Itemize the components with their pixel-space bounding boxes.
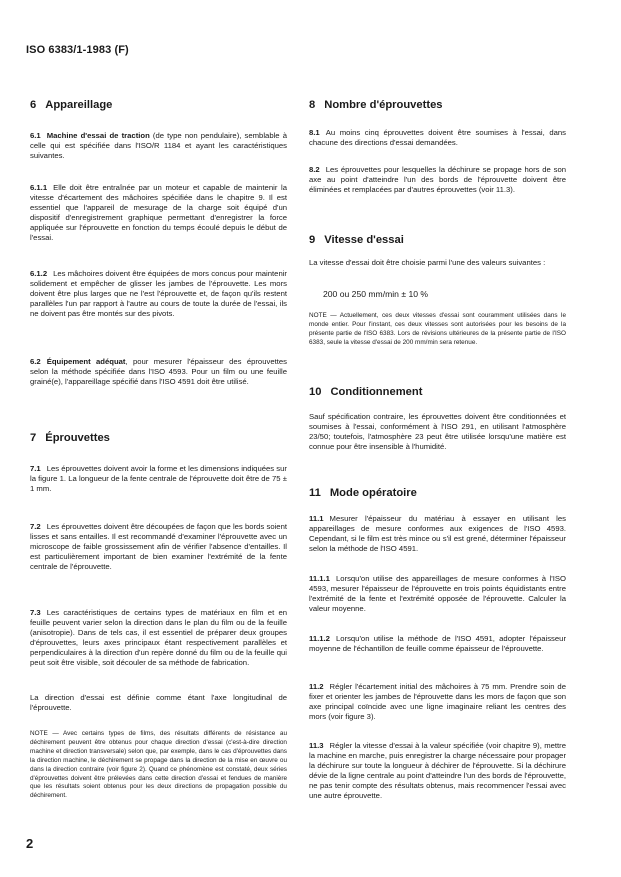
section-heading-7: 7 Éprouvettes (30, 432, 110, 444)
paragraph-7-3: 7.3 Les caractéristiques de certains types de matériaux en film et en feuille peuvent varier selon la direction dans le plan du film ou de la feuille (anisotropie). Dans de tels cas, il est essentiel de préparer deux groupes d'éprouvettes, leurs axes principaux étant respectivement parallèles et perpendiculaires à la direction d'un repère donné du film ou de la feuille qui peut soit être visible, soit découler de sa méthode de fabrication. (30, 608, 287, 667)
section-heading-9: 9 Vitesse d'essai (309, 234, 404, 246)
paragraph-9: La vitesse d'essai doit être choisie parmi l'une des valeurs suivantes : (309, 258, 546, 267)
paragraph-11-1: 11.1 Mesurer l'épaisseur du matériau à essayer en utilisant les appareillages de mesure conformes aux exigences de l'ISO 4593. Cependant, si le film est très mince ou s'il est grené, déterminer l'épaisseur selon la méthode de l'ISO 4591. (309, 514, 566, 553)
paragraph-8-2: 8.2 Les éprouvettes pour lesquelles la déchirure se propage hors de son axe au point d'atteindre l'un des bords de l'éprouvette doivent être éliminées et remplacées par d'autres éprouvettes (voir 11.3). (309, 165, 566, 194)
paragraph-10: Sauf spécification contraire, les éprouvettes doivent être conditionnées et soumises à l'essai, conformément à l'ISO 291, en utilisant l'atmosphère 23/50; toutefois, l'atmosphère 23 peut être utilisée lorsqu'une matière est connue pour être insensible à l'humidité. (309, 412, 566, 451)
document-header: ISO 6383/1-1983 (F) (26, 44, 129, 56)
paragraph-7-3-direction: La direction d'essai est définie comme étant l'axe longitudinal de l'éprouvette. (30, 693, 287, 712)
paragraph-6-1-2: 6.1.2 Les mâchoires doivent être équipées de mors concus pour maintenir solidement et empêcher de glisser les jambes de l'éprouvette. Les mors doivent être plus larges que ne l'est l'éprouvette et, de façon qu'ils restent parallèles l'un par rapport à l'autre au cours de toute la durée de l'essai, ils ne doivent pas être montés sur des pivots. (30, 269, 287, 318)
page-number: 2 (26, 836, 34, 851)
paragraph-11-2: 11.2 Régler l'écartement initial des mâchoires à 75 mm. Prendre soin de fixer et orienter les jambes de l'éprouvette dans les mors de façon que son axe principal coïncide avec une ligne imaginaire reliant les centres des mors (voir figure 3). (309, 682, 566, 721)
paragraph-11-1-1: 11.1.1 Lorsqu'on utilise des appareillages de mesure conformes à l'ISO 4593, mesurer l'épaisseur de l'éprouvette en trois points équidistants entre l'extrémité de la fente et l'extrémité opposée de l'éprouvette. Calculer la valeur moyenne. (309, 574, 566, 613)
section-heading-10: 10 Conditionnement (309, 386, 423, 398)
paragraph-7-1: 7.1 Les éprouvettes doivent avoir la forme et les dimensions indiquées sur la figure 1. La longueur de la fente centrale de l'éprouvette doit être de 75 ± 1 mm. (30, 464, 287, 493)
paragraph-11-1-2: 11.1.2 Lorsqu'on utilise la méthode de l'ISO 4591, adopter l'épaisseur moyenne de l'échantillon de feuille comme épaisseur de l'éprouvette. (309, 634, 566, 653)
paragraph-6-1-1: 6.1.1 Elle doit être entraînée par un moteur et capable de maintenir la vitesse d'écartement des mâchoires spécifiée dans le chapitre 9. Il est essentiel que l'appareil de mesurage de la charge soit équipé d'un dispositif d'enregistrement graphique permettant d'enregistrer la force appliquée sur l'éprouvette en fonction du temps écoulé depuis le début de l'essai. (30, 183, 287, 242)
paragraph-6-2: 6.2 Équipement adéquat, pour mesurer l'épaisseur des éprouvettes selon la méthode spécifiée dans l'ISO 4593. Pour un film ou une feuille grainé(e), l'appareillage spécifié dans l'ISO 4591 doit être utilisé. (30, 357, 287, 386)
section-heading-8: 8 Nombre d'éprouvettes (309, 99, 443, 111)
note-section-9: NOTE — Actuellement, ces deux vitesses d'essai sont couramment utilisées dans le monde entier. Pour l'instant, ces deux vitesses sont autorisées pour les besoins de la présente partie de l'ISO 6383. Lors de révisions ultérieures de la présente partie de l'ISO 6383, seule la vitesse d'essai de 200 mm/min sera retenue. (309, 312, 566, 346)
paragraph-11-3: 11.3 Régler la vitesse d'essai à la valeur spécifiée (voir chapitre 9), mettre la machine en marche, puis enregistrer la charge nécessaire pour propager la déchirure sur toute la longueur à déchirer de l'éprouvette. Si la déchirure dévie de la ligne centrale au point d'atteindre l'un des bords de l'éprouvette, ne pas tenir compte des résultats obtenus, mais recommencer l'essai avec une autre éprouvette. (309, 741, 566, 800)
paragraph-6-1: 6.1 Machine d'essai de traction (de type non pendulaire), semblable à celle qui est spécifiée dans l'ISO/R 1184 et ayant les caractéristiques suivantes. (30, 131, 287, 160)
paragraph-7-2: 7.2 Les éprouvettes doivent être découpées de façon que les bords soient lisses et sans entailles. Il est recommandé d'examiner l'éprouvette avec un microscope de faible grossissement afin de vérifier l'absence d'entailles. Il est particulièrement important de bien examiner l'extrémité de la fente centrale de l'éprouvette. (30, 522, 287, 571)
paragraph-8-1: 8.1 Au moins cinq éprouvettes doivent être soumises à l'essai, dans chacune des directions d'essai demandées. (309, 128, 566, 147)
note-section-7: NOTE — Avec certains types de films, des résultats différents de résistance au déchirement peuvent être obtenus pour chaque direction d'essai (c'est-à-dire direction machine et direction transversale) selon que, par exemple, dans le cas d'éprouvettes dans la direction machine, le déchirement se propage dans la direction de la mise en œuvre ou dans la direction contraire (voir figure 2). Quand ce phénomène est constaté, deux séries d'éprouvettes doivent être prélevées dans cette direction d'essai et fendues de manière que les résultats soient obtenus pour les deux directions de propagation possible du déchirement. (30, 730, 287, 800)
section-heading-11: 11 Mode opératoire (309, 487, 417, 499)
section-heading-6: 6 Appareillage (30, 99, 113, 111)
test-speed-formula: 200 ou 250 mm/min ± 10 % (323, 289, 429, 299)
